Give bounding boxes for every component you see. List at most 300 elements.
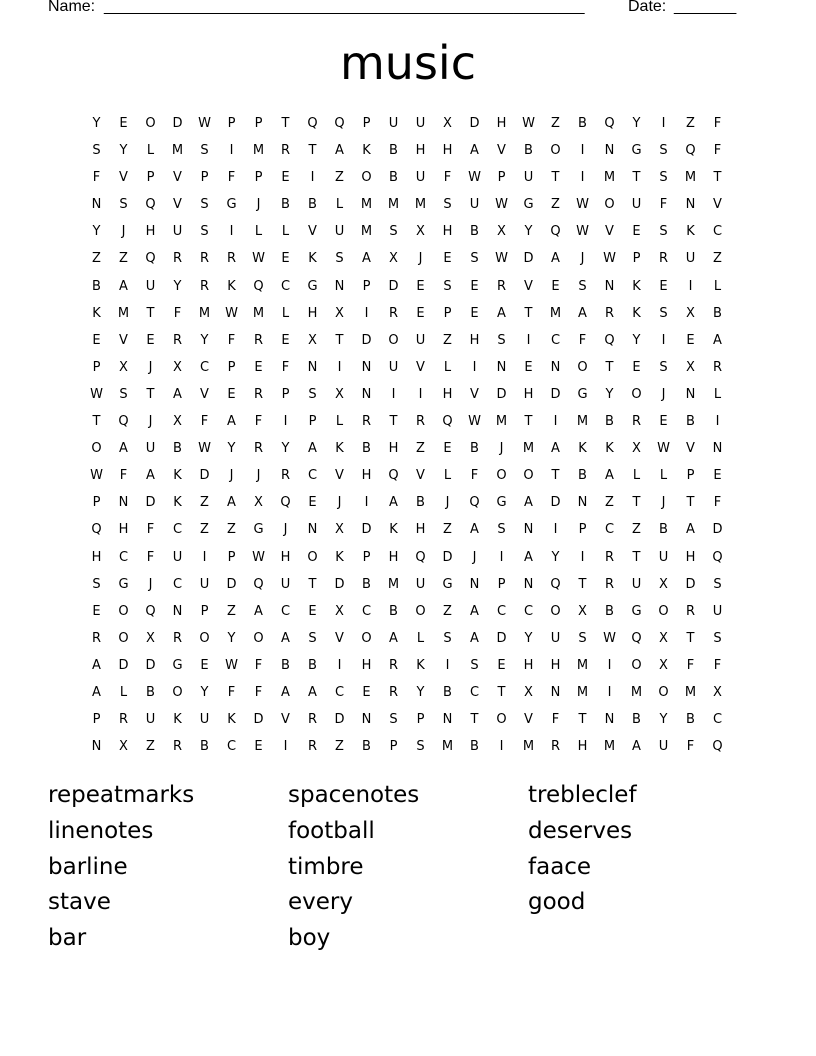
grid-cell: G [172, 657, 183, 673]
grid-cell: R [199, 278, 210, 294]
grid-cell: M [171, 143, 184, 159]
grid-cell: E [281, 251, 290, 267]
grid-cell: Y [416, 684, 425, 700]
grid-cell: C [199, 359, 210, 375]
grid-cell: Y [119, 143, 128, 159]
grid-cell: D [172, 116, 183, 131]
grid-cell: S [713, 630, 722, 646]
grid-cell: P [200, 603, 209, 619]
grid-cell: H [145, 224, 156, 240]
grid-cell: A [605, 468, 614, 484]
grid-cell: N [604, 143, 615, 159]
grid-cell: H [577, 739, 588, 755]
grid-cell: M [522, 441, 535, 457]
word-list-item: deserves [528, 817, 633, 844]
grid-cell: R [280, 468, 291, 484]
grid-cell: R [118, 712, 129, 728]
grid-cell: N [577, 495, 588, 511]
grid-cell: D [496, 630, 507, 646]
grid-cell: S [200, 197, 209, 213]
grid-cell: I [499, 739, 504, 755]
grid-cell: T [632, 495, 641, 511]
grid-cell: K [632, 305, 641, 321]
grid-cell: X [119, 739, 128, 755]
grid-cell: O [172, 684, 183, 700]
grid-cell: Z [443, 522, 452, 538]
letter-grid [83, 114, 731, 764]
grid-cell: T [605, 359, 614, 375]
grid-cell: H [388, 549, 399, 565]
grid-cell: U [334, 224, 345, 240]
grid-cell: R [361, 414, 372, 430]
grid-cell: D [496, 386, 507, 402]
word-list-item: spacenotes [288, 782, 420, 808]
grid-cell: T [578, 712, 587, 728]
grid-cell: F [578, 332, 587, 348]
grid-cell: I [337, 359, 342, 375]
grid-cell: B [389, 170, 398, 186]
grid-cell: I [364, 305, 369, 321]
grid-cell: T [308, 576, 317, 592]
grid-cell: P [497, 576, 506, 592]
grid-cell: M [360, 224, 373, 240]
grid-cell: L [254, 224, 263, 240]
word-list-item: timbre [288, 853, 364, 880]
grid-cell: D [523, 251, 534, 267]
grid-cell: Q [550, 576, 561, 592]
grid-cell: N [685, 197, 696, 213]
grid-cell: C [523, 603, 534, 619]
grid-cell: I [580, 143, 585, 159]
grid-cell: B [470, 739, 479, 755]
grid-cell: Q [280, 495, 291, 511]
grid-cell: I [553, 522, 558, 538]
grid-cell: Y [632, 332, 641, 348]
grid-cell: Q [253, 278, 264, 294]
grid-cell: T [524, 305, 533, 321]
grid-cell: R [388, 305, 399, 321]
grid-cell: I [688, 278, 693, 294]
grid-cell: K [173, 712, 182, 728]
grid-cell: B [389, 143, 398, 159]
grid-cell: G [496, 495, 507, 511]
grid-cell: Y [200, 684, 209, 700]
grid-cell: C [280, 603, 291, 619]
grid-cell: R [685, 603, 696, 619]
grid-cell: S [119, 197, 128, 213]
grid-cell: H [415, 522, 426, 538]
grid-cell: B [416, 495, 425, 511]
grid-cell: O [550, 143, 561, 159]
grid-cell: N [685, 386, 696, 402]
word-list-item: good [528, 889, 586, 916]
grid-cell: S [470, 251, 479, 267]
grid-cell: R [253, 441, 264, 457]
grid-cell: R [307, 739, 318, 755]
grid-cell: F [713, 657, 722, 673]
grid-cell: P [92, 712, 101, 728]
grid-cell: S [578, 278, 587, 294]
grid-cell: X [632, 441, 641, 457]
grid-cell: J [256, 468, 261, 484]
grid-cell: E [281, 170, 290, 186]
grid-cell: B [686, 414, 695, 430]
grid-cell: Q [631, 630, 642, 646]
grid-cell: F [254, 684, 263, 700]
grid-cell: O [523, 468, 534, 484]
grid-cell: J [445, 495, 450, 511]
grid-cell: I [202, 549, 207, 565]
grid-cell: X [686, 359, 695, 375]
grid-cell: X [578, 603, 587, 619]
grid-cell: P [362, 116, 371, 131]
grid-cell: E [632, 224, 641, 240]
grid-cell: Q [253, 576, 264, 592]
grid-cell: H [307, 305, 318, 321]
grid-cell: V [173, 197, 182, 213]
grid-cell: W [198, 441, 211, 457]
grid-cell: A [281, 630, 290, 646]
grid-cell: Q [334, 116, 345, 131]
grid-cell: F [119, 468, 128, 484]
grid-cell: M [252, 305, 265, 321]
grid-cell: N [469, 576, 480, 592]
grid-cell: A [308, 441, 317, 457]
grid-cell: E [713, 468, 722, 484]
grid-cell: C [172, 576, 183, 592]
grid-cell: Q [712, 549, 723, 565]
grid-cell: A [389, 630, 398, 646]
grid-cell: M [603, 739, 616, 755]
grid-cell: E [254, 359, 263, 375]
grid-cell: C [604, 522, 615, 538]
grid-cell: O [604, 197, 615, 213]
grid-cell: G [577, 386, 588, 402]
grid-cell: C [469, 684, 480, 700]
grid-cell: L [443, 359, 452, 375]
grid-cell: Y [227, 441, 236, 457]
grid-cell: Z [335, 170, 344, 186]
grid-cell: X [659, 576, 668, 592]
grid-cell: B [659, 522, 668, 538]
word-list-item: trebleclef [528, 782, 637, 808]
word-list-item: bar [48, 925, 87, 952]
grid-cell: V [524, 278, 533, 294]
grid-cell: A [632, 739, 641, 755]
grid-cell: O [550, 603, 561, 619]
grid-cell: K [335, 441, 344, 457]
grid-cell: L [632, 468, 641, 484]
grid-cell: V [416, 468, 425, 484]
grid-cell: D [388, 278, 399, 294]
grid-cell: L [146, 143, 155, 159]
grid-cell: T [470, 712, 479, 728]
grid-cell: B [605, 603, 614, 619]
grid-cell: Z [443, 332, 452, 348]
grid-cell: E [524, 359, 533, 375]
grid-cell: I [310, 170, 315, 186]
grid-cell: A [119, 441, 128, 457]
grid-cell: F [227, 684, 236, 700]
grid-cell: A [335, 143, 344, 159]
grid-cell: Q [118, 414, 129, 430]
grid-cell: E [686, 332, 695, 348]
grid-cell: U [415, 170, 426, 186]
grid-cell: S [308, 386, 317, 402]
grid-cell: A [713, 332, 722, 348]
grid-cell: P [281, 386, 290, 402]
grid-cell: E [470, 305, 479, 321]
grid-cell: L [659, 468, 668, 484]
grid-cell: G [307, 278, 318, 294]
grid-cell: M [630, 684, 643, 700]
grid-cell: W [252, 251, 265, 267]
grid-cell: W [576, 224, 589, 240]
grid-cell: C [334, 684, 345, 700]
word-list-item: repeatmarks [48, 782, 195, 808]
grid-cell: V [497, 143, 506, 159]
grid-cell: L [281, 305, 290, 321]
grid-cell: S [659, 305, 668, 321]
grid-cell: T [524, 414, 533, 430]
grid-cell: X [443, 116, 452, 131]
date-label: Date: [628, 0, 667, 15]
grid-cell: F [227, 170, 236, 186]
grid-cell: E [443, 441, 452, 457]
grid-cell: M [495, 414, 508, 430]
grid-cell: U [172, 549, 183, 565]
grid-cell: U [280, 576, 291, 592]
grid-cell: B [389, 603, 398, 619]
grid-cell: R [226, 251, 237, 267]
grid-cell: U [199, 712, 210, 728]
grid-cell: O [91, 441, 102, 457]
grid-cell: D [550, 495, 561, 511]
grid-cell: J [256, 197, 261, 213]
grid-cell: S [416, 739, 425, 755]
grid-cell: J [661, 386, 666, 402]
grid-cell: Z [416, 441, 425, 457]
grid-cell: P [227, 359, 236, 375]
grid-cell: K [308, 251, 317, 267]
grid-cell: S [497, 332, 506, 348]
grid-cell: T [551, 468, 560, 484]
grid-cell: H [469, 332, 480, 348]
grid-cell: D [253, 712, 264, 728]
grid-cell: E [470, 278, 479, 294]
grid-cell: Y [659, 712, 668, 728]
grid-cell: F [659, 197, 668, 213]
grid-cell: R [604, 305, 615, 321]
grid-cell: S [659, 224, 668, 240]
grid-cell: U [631, 576, 642, 592]
grid-cell: N [361, 386, 372, 402]
grid-cell: T [686, 630, 695, 646]
grid-cell: B [443, 684, 452, 700]
grid-cell: Z [551, 197, 560, 213]
grid-cell: N [172, 603, 183, 619]
grid-cell: B [308, 197, 317, 213]
grid-cell: I [229, 143, 234, 159]
grid-cell: U [523, 170, 534, 186]
grid-cell: W [522, 116, 535, 131]
grid-cell: N [91, 739, 102, 755]
name-line: ______________________________________________________ [104, 0, 585, 15]
grid-cell: L [713, 386, 722, 402]
grid-cell: I [337, 657, 342, 673]
grid-cell: B [362, 441, 371, 457]
grid-cell: K [389, 522, 398, 538]
grid-cell: I [418, 386, 423, 402]
grid-cell: U [469, 197, 480, 213]
grid-cell: P [308, 414, 317, 430]
grid-cell: F [686, 739, 695, 755]
grid-cell: F [173, 305, 182, 321]
grid-cell: M [522, 739, 535, 755]
grid-cell: C [307, 468, 318, 484]
grid-cell: V [470, 386, 479, 402]
grid-cell: G [523, 197, 534, 213]
word-list-item: every [288, 889, 353, 916]
grid-cell: Y [281, 441, 290, 457]
grid-cell: E [92, 603, 101, 619]
grid-cell: O [199, 630, 210, 646]
grid-cell: C [280, 278, 291, 294]
grid-cell: K [578, 441, 587, 457]
grid-cell: X [308, 332, 317, 348]
grid-cell: V [524, 712, 533, 728]
grid-cell: H [280, 549, 291, 565]
word-list-item: barline [48, 853, 128, 880]
grid-cell: A [281, 684, 290, 700]
grid-cell: B [578, 116, 587, 131]
page-title: music [339, 36, 476, 90]
grid-cell: Y [173, 278, 182, 294]
grid-cell: L [416, 630, 425, 646]
grid-cell: H [415, 143, 426, 159]
grid-cell: H [442, 386, 453, 402]
grid-cell: P [146, 170, 155, 186]
grid-cell: O [145, 116, 156, 131]
grid-cell: X [659, 657, 668, 673]
grid-cell: S [443, 278, 452, 294]
grid-cell: K [632, 278, 641, 294]
grid-cell: Z [443, 603, 452, 619]
grid-cell: S [713, 576, 722, 592]
grid-cell: S [92, 576, 101, 592]
grid-cell: Y [632, 116, 641, 131]
grid-cell: C [172, 522, 183, 538]
grid-cell: B [146, 684, 155, 700]
grid-cell: E [227, 386, 236, 402]
grid-cell: K [227, 278, 236, 294]
grid-cell: O [496, 712, 507, 728]
grid-cell: M [576, 414, 589, 430]
grid-cell: U [145, 441, 156, 457]
grid-cell: M [360, 197, 373, 213]
grid-cell: E [308, 603, 317, 619]
grid-cell: X [416, 224, 425, 240]
grid-cell: V [119, 332, 128, 348]
grid-cell: U [712, 603, 723, 619]
grid-cell: U [658, 739, 669, 755]
grid-cell: P [443, 305, 452, 321]
grid-cell: Y [200, 332, 209, 348]
grid-cell: D [469, 116, 480, 131]
date-line: _______ [674, 0, 737, 15]
grid-cell: C [712, 224, 723, 240]
grid-cell: R [631, 414, 642, 430]
grid-cell: Z [632, 522, 641, 538]
grid-cell: F [713, 143, 722, 159]
grid-cell: Q [550, 224, 561, 240]
grid-cell: F [443, 170, 452, 186]
grid-cell: E [92, 332, 101, 348]
grid-cell: R [253, 332, 264, 348]
grid-cell: J [229, 468, 234, 484]
grid-cell: F [470, 468, 479, 484]
grid-cell: B [686, 712, 695, 728]
grid-cell: V [686, 441, 695, 457]
grid-cell: H [442, 224, 453, 240]
grid-cell: P [362, 278, 371, 294]
grid-cell: Q [145, 251, 156, 267]
grid-cell: C [550, 332, 561, 348]
grid-cell: S [659, 170, 668, 186]
grid-cell: K [605, 441, 614, 457]
grid-cell: O [631, 386, 642, 402]
grid-cell: K [416, 657, 425, 673]
grid-cell: H [361, 468, 372, 484]
grid-cell: W [252, 549, 265, 565]
grid-cell: F [146, 549, 155, 565]
word-list-item: faace [528, 853, 592, 880]
grid-cell: E [416, 278, 425, 294]
grid-cell: G [118, 576, 129, 592]
grid-cell: D [442, 549, 453, 565]
grid-cell: M [387, 576, 400, 592]
grid-cell: M [576, 657, 589, 673]
grid-cell: S [470, 657, 479, 673]
grid-cell: Z [227, 522, 236, 538]
grid-cell: X [497, 224, 506, 240]
grid-cell: Q [91, 522, 102, 538]
grid-cell: D [685, 576, 696, 592]
grid-cell: D [145, 495, 156, 511]
grid-cell: Z [605, 495, 614, 511]
grid-cell: O [361, 170, 372, 186]
grid-cell: B [605, 414, 614, 430]
grid-cell: N [307, 359, 318, 375]
grid-cell: V [308, 224, 317, 240]
grid-cell: M [684, 170, 697, 186]
grid-cell: P [686, 468, 695, 484]
grid-cell: V [119, 170, 128, 186]
grid-cell: P [362, 549, 371, 565]
grid-cell: M [117, 305, 130, 321]
grid-cell: N [604, 712, 615, 728]
grid-cell: V [605, 224, 614, 240]
grid-cell: S [389, 224, 398, 240]
grid-cell: E [362, 684, 371, 700]
grid-cell: H [361, 657, 372, 673]
grid-cell: R [388, 657, 399, 673]
grid-cell: R [172, 332, 183, 348]
grid-cell: T [632, 170, 641, 186]
grid-cell: Y [92, 224, 101, 240]
grid-cell: B [173, 441, 182, 457]
grid-cell: D [226, 576, 237, 592]
